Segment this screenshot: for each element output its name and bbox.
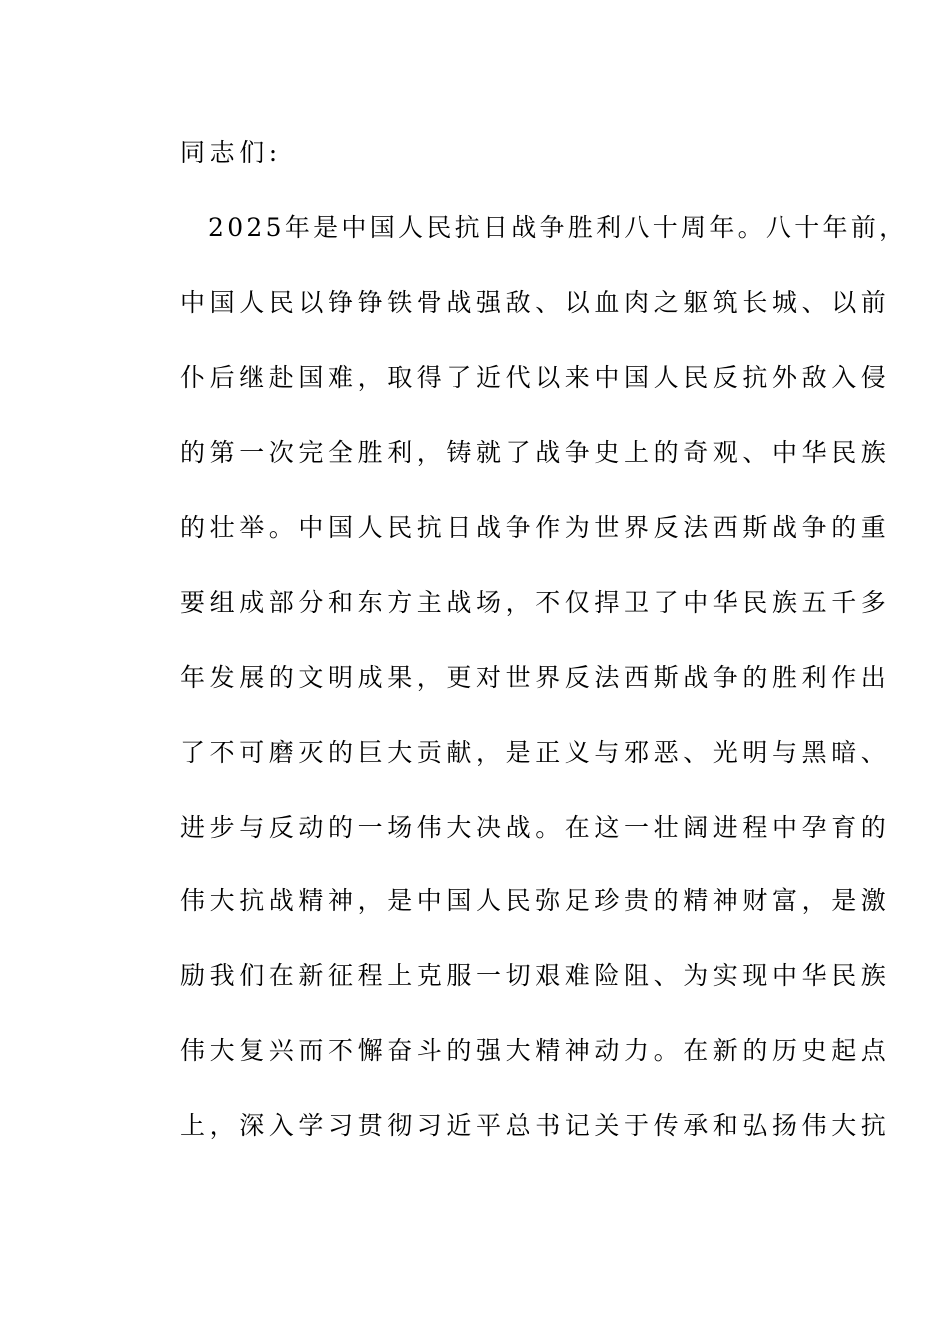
body-line-12: 伟大复兴而不懈奋斗的强大精神动力。在新的历史起点: [180, 1036, 891, 1065]
salutation: 同志们:: [180, 138, 282, 167]
body-line-2: 中国人民以铮铮铁骨战强敌、以血肉之躯筑长城、以前: [180, 288, 891, 317]
body-line-7: 年发展的文明成果，更对世界反法西斯战争的胜利作出: [180, 663, 891, 692]
body-line-3: 仆后继赴国难，取得了近代以来中国人民反抗外敌入侵: [180, 363, 891, 392]
body-line-4: 的第一次完全胜利，铸就了战争史上的奇观、中华民族: [180, 438, 891, 467]
body-line-11: 励我们在新征程上克服一切艰难险阻、为实现中华民族: [180, 961, 891, 990]
body-line-5: 的壮举。中国人民抗日战争作为世界反法西斯战争的重: [180, 513, 891, 542]
body-line-1: 2025年是中国人民抗日战争胜利八十周年。八十年前，: [208, 213, 908, 242]
body-line-9: 进步与反动的一场伟大决战。在这一壮阔进程中孕育的: [180, 813, 891, 842]
body-line-10: 伟大抗战精神，是中国人民弥足珍贵的精神财富，是激: [180, 886, 891, 915]
body-line-8: 了不可磨灭的巨大贡献，是正义与邪恶、光明与黑暗、: [180, 738, 891, 767]
body-line-6: 要组成部分和东方主战场，不仅捍卫了中华民族五千多: [180, 588, 891, 617]
body-line-13: 上，深入学习贯彻习近平总书记关于传承和弘扬伟大抗: [180, 1111, 891, 1140]
